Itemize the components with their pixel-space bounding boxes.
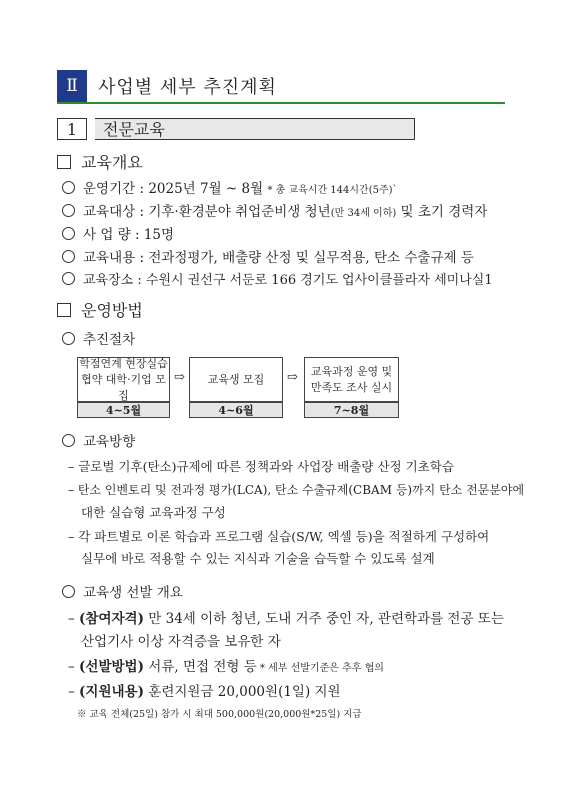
selection-item-eligibility-cont: 산업기사 이상 자격증을 보유한 자 bbox=[81, 634, 281, 650]
circle-bullet-icon bbox=[62, 585, 75, 598]
overview-item-period bbox=[62, 177, 398, 197]
procedure-heading bbox=[62, 328, 135, 348]
selection-label: (참여자격) bbox=[79, 611, 144, 627]
direction-item-1 bbox=[68, 457, 454, 475]
selection-heading bbox=[62, 581, 183, 601]
direction-item-3-cont: 실무에 바로 적용할 수 있는 지식과 기술을 습득할 수 있도록 설계 bbox=[81, 551, 435, 566]
circle-bullet-icon bbox=[62, 434, 75, 447]
item-text: 기후·환경분야 취업준비생 청년 bbox=[148, 204, 331, 220]
selection-note: * 세부 선발기준은 추후 협의 bbox=[256, 663, 384, 674]
direction-line: 각 파트별로 이론 학습과 프로그램 실습(S/W, 엑셀 등)을 적절하게 구성하여 bbox=[78, 529, 490, 544]
selection-item-method bbox=[68, 655, 384, 675]
chapter-number: Ⅱ bbox=[57, 70, 87, 102]
dash-marker: – bbox=[68, 529, 75, 544]
selection-text: 훈련지원금 20,000원(1일) 지원 bbox=[144, 684, 341, 700]
item-label: 운영기간 : bbox=[83, 181, 145, 197]
checkbox-square-icon bbox=[57, 303, 71, 317]
direction-line: 글로벌 기후(탄소)규제에 따른 정책과와 사업장 배출량 산정 기초학습 bbox=[78, 459, 454, 474]
selection-label: (선발방법) bbox=[79, 659, 144, 675]
selection-heading-text: 교육생 선발 개요 bbox=[83, 585, 183, 601]
flow-step-3-period: 7~8월 bbox=[304, 402, 399, 418]
dash-marker: – bbox=[68, 684, 75, 700]
overview-heading bbox=[57, 150, 143, 173]
chapter-title: 사업별 세부 추진계획 bbox=[98, 77, 277, 98]
overview-item-location bbox=[62, 269, 493, 288]
direction-heading-text: 교육방향 bbox=[83, 434, 136, 450]
direction-item-2-cont: 대한 실습형 교육과정 구성 bbox=[81, 505, 226, 520]
item-note: * 총 교육시간 144시간(5주)` bbox=[267, 185, 398, 196]
flow-step-1 bbox=[77, 357, 170, 402]
circle-bullet-icon bbox=[62, 272, 75, 285]
arrow-right-icon: ⇨ bbox=[287, 370, 298, 385]
flow-step-2 bbox=[189, 357, 283, 402]
circle-bullet-icon bbox=[62, 250, 75, 263]
dash-marker: – bbox=[68, 459, 75, 474]
item-text: 2025년 7월 ~ 8월 bbox=[148, 181, 264, 197]
procedure-heading-text: 추진절차 bbox=[83, 332, 136, 348]
direction-heading bbox=[62, 430, 135, 450]
flow-step-2-period: 4~6월 bbox=[189, 402, 283, 418]
circle-bullet-icon bbox=[62, 204, 75, 217]
item-label: 교육내용 : bbox=[83, 250, 145, 266]
selection-label: (지원내용) bbox=[79, 684, 144, 700]
operation-heading-text: 운영방법 bbox=[81, 301, 143, 320]
item-label: 사 업 량 : bbox=[83, 227, 140, 243]
item-text: 전과정평가, 배출량 산정 및 실무적용, 탄소 수출규제 등 bbox=[148, 250, 474, 266]
selection-item-support bbox=[68, 680, 341, 700]
direction-line: 탄소 인벤토리 및 전과정 평가(LCA), 탄소 수출규제(CBAM 등)까지 탄소 전문분야에 bbox=[77, 483, 525, 497]
item-text: 15명 bbox=[143, 227, 175, 243]
checkbox-square-icon bbox=[57, 155, 71, 169]
selection-text: 만 34세 이하 청년, 도내 거주 중인 자, 관련학과를 전공 또는 bbox=[144, 611, 504, 627]
overview-item-content bbox=[62, 246, 474, 266]
flow-step-3 bbox=[304, 357, 399, 402]
circle-bullet-icon bbox=[62, 227, 75, 240]
flow-step-line2: 만족도 조사 실시 bbox=[310, 380, 393, 394]
overview-item-scale bbox=[62, 223, 174, 243]
flow-step-1-period: 4~5월 bbox=[77, 402, 170, 418]
chapter-underline bbox=[57, 102, 505, 104]
circle-bullet-icon bbox=[62, 332, 75, 345]
item-label: 교육장소 : bbox=[83, 273, 142, 288]
circle-bullet-icon bbox=[62, 181, 75, 194]
direction-item-3 bbox=[68, 527, 489, 545]
overview-item-target bbox=[62, 200, 487, 220]
dash-marker: – bbox=[68, 611, 75, 627]
item-small: (만 34세 이하) bbox=[330, 208, 397, 219]
operation-heading bbox=[57, 298, 143, 321]
selection-text: 서류, 면접 전형 등 bbox=[144, 659, 257, 675]
item-label: 교육대상 : bbox=[83, 204, 145, 220]
flow-step-line2: 협약 대학·기업 모집 bbox=[81, 372, 166, 402]
section-number: 1 bbox=[57, 118, 87, 140]
selection-item-eligibility bbox=[68, 607, 504, 627]
arrow-right-icon: ⇨ bbox=[174, 370, 185, 385]
dash-marker: – bbox=[68, 659, 75, 675]
section-title: 전문교육 bbox=[95, 118, 415, 140]
item-text: 수원시 권선구 서둔로 166 경기도 업사이클플라자 세미나실1 bbox=[145, 273, 493, 288]
direction-item-2 bbox=[68, 481, 524, 498]
flow-step-line1: 학점연계 현장실습 bbox=[79, 356, 168, 370]
overview-heading-text: 교육개요 bbox=[81, 153, 143, 172]
footnote: ※ 교육 전체(25일) 참가 시 최대 500,000원(20,000원*25일) 지급 bbox=[77, 709, 362, 720]
item-text2: 및 초기 경력자 bbox=[396, 204, 488, 220]
flow-step-line1: 교육생 모집 bbox=[207, 372, 265, 386]
flow-step-line1: 교육과정 운영 및 bbox=[310, 364, 393, 378]
dash-marker: – bbox=[68, 483, 74, 497]
